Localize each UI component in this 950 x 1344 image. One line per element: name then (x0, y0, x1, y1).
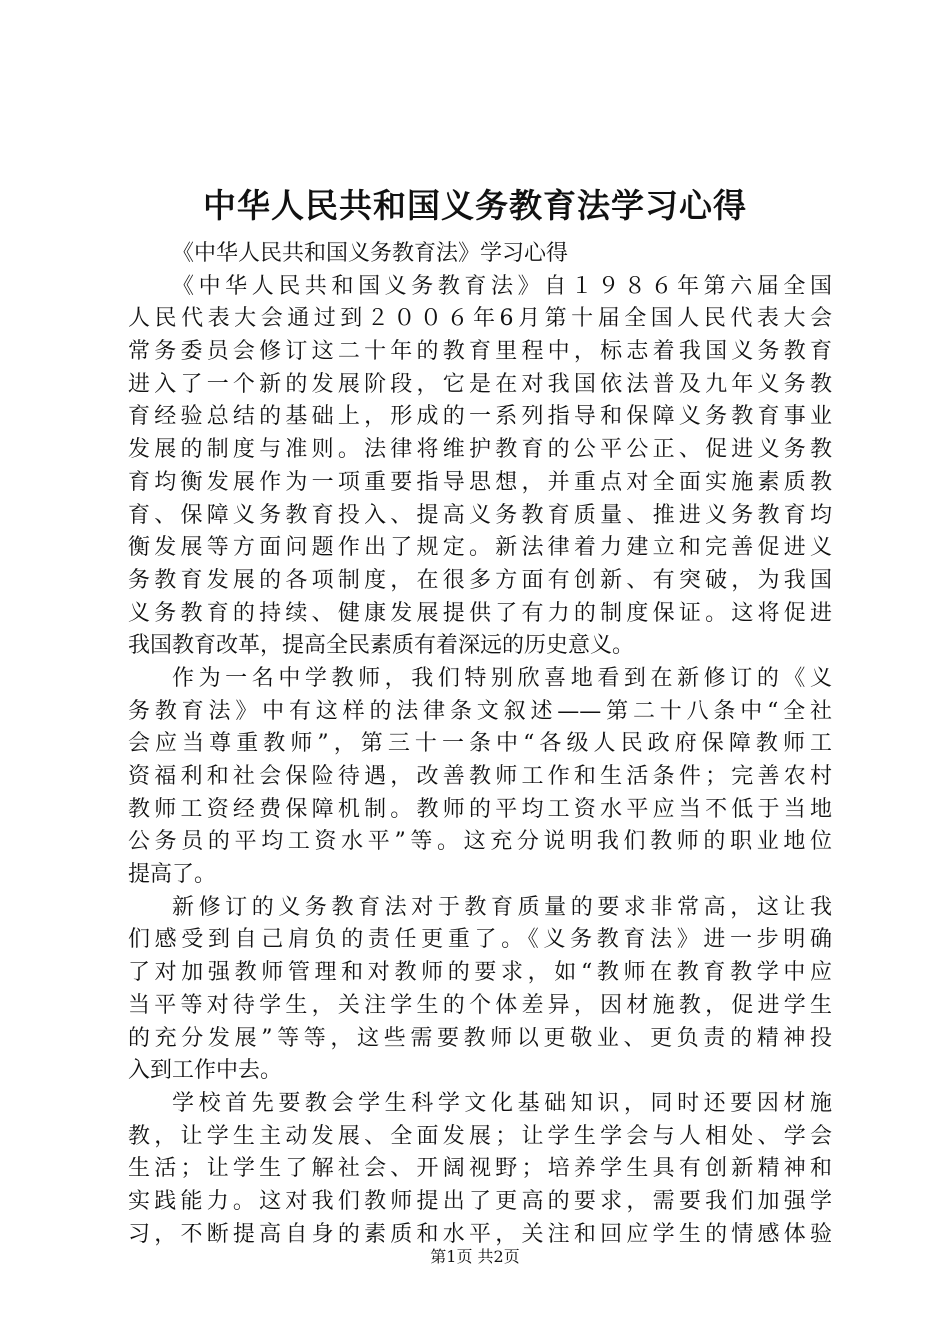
paragraph-line: 义务教育的持续、健康发展提供了有力的制度保证。这将促进 (128, 600, 832, 626)
paragraph-line: 资福利和社会保险待遇，改善教师工作和生活条件；完善农村 (128, 764, 832, 789)
paragraph-line: 务教育发展的各项制度，在很多方面有创新、有突破，为我国 (128, 567, 832, 593)
paragraph-line: 会应当尊重教师”，第三十一条中“各级人民政府保障教师工 (128, 731, 832, 757)
paragraph-line: 育、保障义务教育投入、提高义务教育质量、推进义务教育均 (128, 502, 832, 528)
paragraph-line: 我国教育改革，提高全民素质有着深远的历史意义。 (128, 633, 635, 659)
paragraph-line: 了对加强教师管理和对教师的要求，如“教师在教育教学中应 (128, 960, 832, 986)
paragraph-line: 新修订的义务教育法对于教育质量的要求非常高，这让我 (172, 894, 832, 920)
paragraph-line: 学校首先要教会学生科学文化基础知识，同时还要因材施 (172, 1090, 832, 1116)
paragraph-line: 的充分发展”等等，这些需要教师以更敬业、更负责的精神投 (128, 1025, 832, 1051)
paragraph-line: 常务委员会修订这二十年的教育里程中，标志着我国义务教育 (128, 339, 832, 365)
paragraph-line: 提高了。 (128, 862, 217, 888)
paragraph-line: 作为一名中学教师，我们特别欣喜地看到在新修订的《义 (172, 665, 832, 691)
paragraph-line: 实践能力。这对我们教师提出了更高的要求，需要我们加强学 (128, 1188, 832, 1214)
paragraph-line: 公务员的平均工资水平”等。这充分说明我们教师的职业地位 (128, 829, 832, 855)
paragraph-line: 《中华人民共和国义务教育法》自１９８６年第六届全国 (172, 273, 832, 299)
paragraph-line: 当平等对待学生，关注学生的个体差异，因材施教，促进学生 (128, 992, 832, 1018)
paragraph-line: 生活；让学生了解社会、开阔视野；培养学生具有创新精神和 (128, 1156, 832, 1182)
subtitle-line: 《中华人民共和国义务教育法》学习心得 (172, 241, 569, 266)
paragraph-line: 发展的制度与准则。法律将维护教育的公平公正、促进义务教 (128, 437, 832, 463)
page-number: 第1页 共2页 (430, 1247, 520, 1266)
paragraph-line: 育经验总结的基础上，形成的一系列指导和保障义务教育事业 (128, 404, 832, 430)
paragraph-line: 教师工资经费保障机制。教师的平均工资水平应当不低于当地 (128, 796, 832, 822)
paragraph-line: 习，不断提高自身的素质和水平，关注和回应学生的情感体验 (128, 1221, 832, 1247)
document-body (128, 238, 832, 1251)
document-title: 中华人民共和国义务教育法学习心得 (203, 186, 747, 225)
paragraph-line: 们感受到自己肩负的责任更重了。《义务教育法》进一步明确 (128, 927, 832, 953)
paragraph-line: 务教育法》中有这样的法律条文叙述——第二十八条中“全社 (128, 698, 832, 724)
paragraph-line: 教，让学生主动发展、全面发展；让学生学会与人相处、学会 (128, 1123, 832, 1149)
paragraph-line: 进入了一个新的发展阶段，它是在对我国依法普及九年义务教 (128, 371, 832, 397)
paragraph-line: 衡发展等方面问题作出了规定。新法律着力建立和完善促进义 (128, 535, 832, 561)
paragraph-line: 人民代表大会通过到２００６年6月第十届全国人民代表大会 (128, 306, 832, 332)
paragraph-line: 育均衡发展作为一项重要指导思想，并重点对全面实施素质教 (128, 469, 832, 495)
paragraph-line: 入到工作中去。 (128, 1058, 283, 1084)
